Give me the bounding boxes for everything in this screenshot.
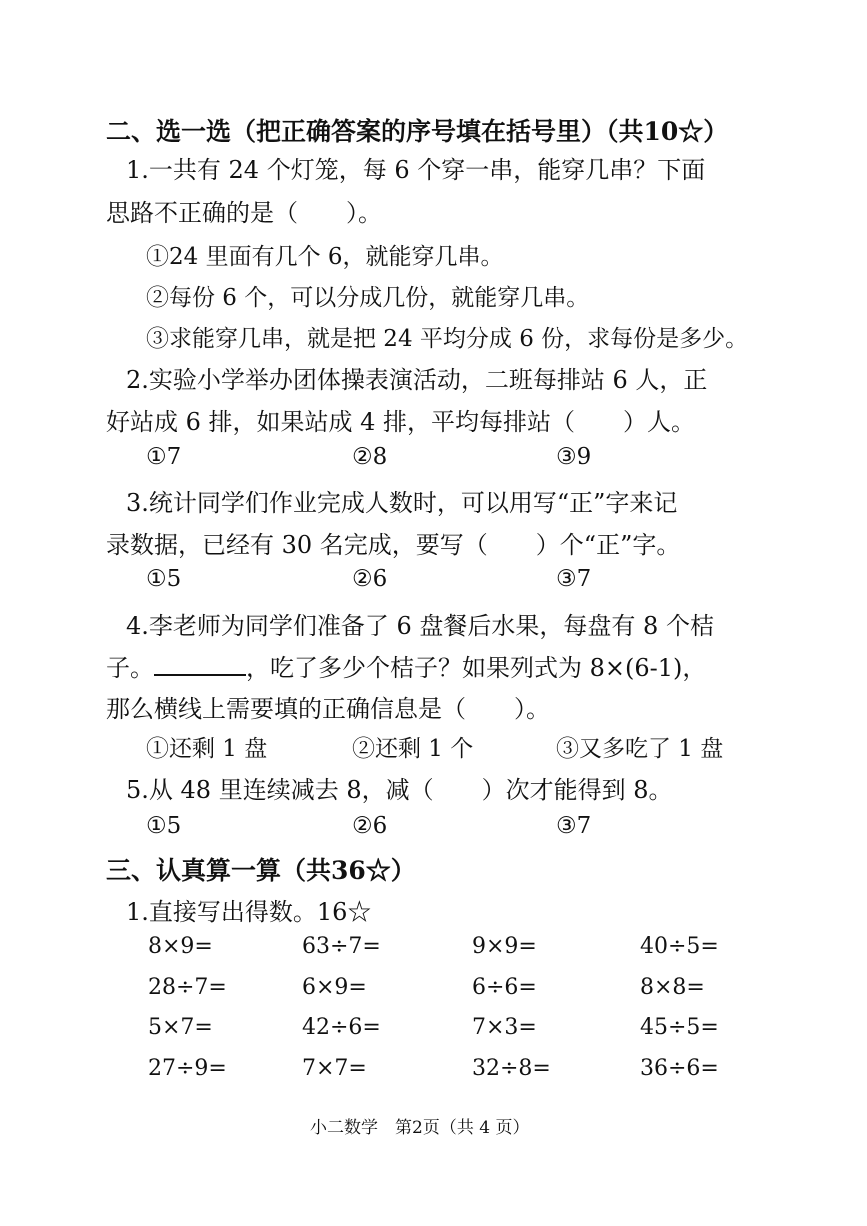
- q2-option-1: ①7: [146, 444, 182, 470]
- q4-line3: 那么横线上需要填的正确信息是（ ）。: [106, 695, 550, 723]
- q4-option-3: ③又多吃了 1 盘: [556, 736, 724, 762]
- q5-line1: 5.从 48 里连续减去 8，减（ ）次才能得到 8。: [126, 776, 673, 804]
- calc-item: 28÷7=: [148, 975, 227, 1000]
- calc-item: 45÷5=: [640, 1015, 719, 1040]
- calc-item: 27÷9=: [148, 1056, 227, 1081]
- page-footer: 小二数学 第2页（共 4 页）: [310, 1118, 530, 1138]
- q5-option-1: ①5: [146, 813, 182, 839]
- q1-option-2: ②每份 6 个，可以分成几份，就能穿几串。: [146, 285, 590, 311]
- calc-item: 7×3=: [472, 1015, 537, 1040]
- calc-item: 6×9=: [302, 975, 367, 1000]
- q3-line1: 3.统计同学们作业完成人数时，可以用写“正”字来记: [126, 489, 678, 517]
- q1-line2: 思路不正确的是（ ）。: [106, 199, 382, 227]
- calc-item: 6÷6=: [472, 975, 537, 1000]
- q5-option-3: ③7: [556, 813, 592, 839]
- q4-line2-suffix: ，吃了多少个桔子？如果列式为 8×(6-1)，: [246, 654, 707, 682]
- q3-option-1: ①5: [146, 566, 182, 592]
- section2-title: 二、选一选（把正确答案的序号填在括号里）（共10☆）: [106, 117, 729, 146]
- q2-line2: 好站成 6 排，如果站成 4 排，平均每排站（ ）人。: [106, 408, 696, 436]
- calc-item: 8×8=: [640, 975, 705, 1000]
- calc-item: 32÷8=: [472, 1056, 551, 1081]
- section3-sub1: 1.直接写出得数。16☆: [126, 898, 372, 926]
- calc-item: 63÷7=: [302, 934, 381, 959]
- q4-line2: [106, 648, 706, 683]
- q2-option-3: ③9: [556, 444, 592, 470]
- q4-option-2: ②还剩 1 个: [352, 736, 474, 762]
- q1-option-3: ③求能穿几串，就是把 24 平均分成 6 份，求每份是多少。: [146, 326, 749, 352]
- calc-item: 40÷5=: [640, 934, 719, 959]
- q3-option-3: ③7: [556, 566, 592, 592]
- q4-line1: 4.李老师为同学们准备了 6 盘餐后水果，每盘有 8 个桔: [126, 612, 714, 640]
- q5-option-2: ②6: [352, 813, 388, 839]
- q3-line2: 录数据，已经有 30 名完成，要写（ ）个“正”字。: [106, 531, 681, 559]
- q4-option-1: ①还剩 1 盘: [146, 736, 268, 762]
- calc-item: 36÷6=: [640, 1056, 719, 1081]
- calc-item: 42÷6=: [302, 1015, 381, 1040]
- calc-item: 7×7=: [302, 1056, 367, 1081]
- q2-option-2: ②8: [352, 444, 388, 470]
- calc-item: 8×9=: [148, 934, 213, 959]
- q1-line1: 1.一共有 24 个灯笼，每 6 个穿一串，能穿几串？下面: [126, 156, 706, 184]
- q2-line1: 2.实验小学举办团体操表演活动，二班每排站 6 人，正: [126, 366, 708, 394]
- q4-line2-prefix: 子。: [106, 654, 154, 682]
- calc-item: 5×7=: [148, 1015, 213, 1040]
- q4-answer-blank[interactable]: [154, 652, 246, 676]
- q3-option-2: ②6: [352, 566, 388, 592]
- q1-option-1: ①24 里面有几个 6，就能穿几串。: [146, 244, 504, 270]
- calc-item: 9×9=: [472, 934, 537, 959]
- section3-title: 三、认真算一算（共36☆）: [106, 856, 416, 885]
